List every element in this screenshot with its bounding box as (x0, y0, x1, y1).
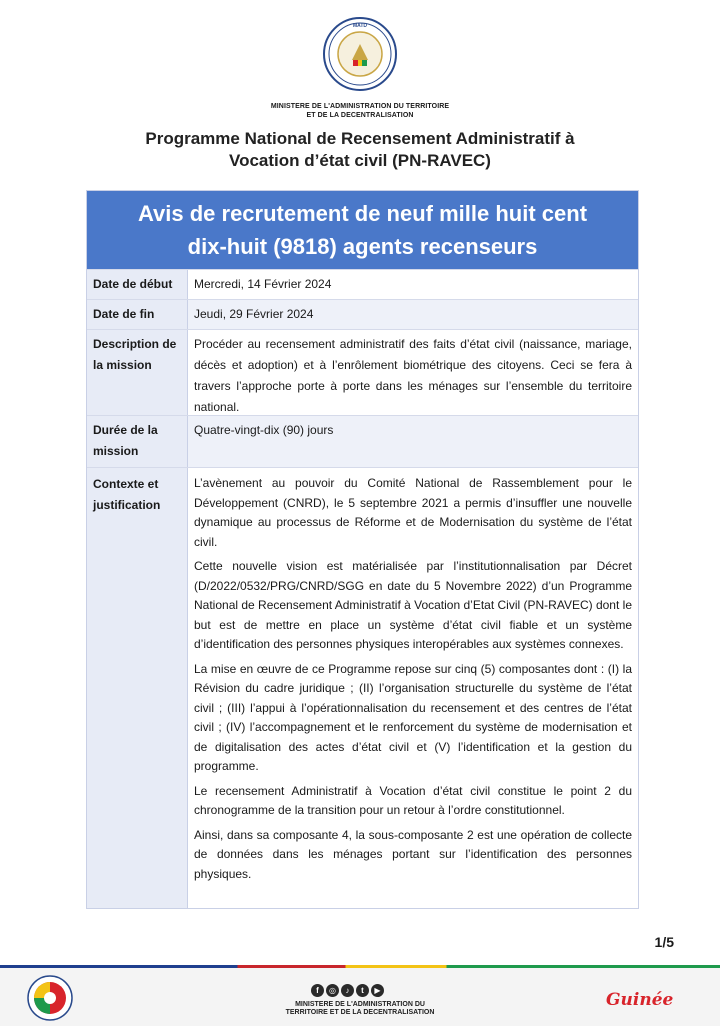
row-mission-duration (87, 415, 638, 467)
program-title (0, 128, 720, 172)
social-icons (311, 984, 384, 997)
recruitment-notice-table (86, 190, 639, 909)
row-label: Durée de la mission (87, 416, 188, 467)
row-value: Mercredi, 14 Février 2024 (194, 277, 332, 291)
row-label: Contexte et justification (87, 468, 188, 908)
twitter-icon[interactable]: t (356, 984, 369, 997)
program-title-line1: Programme National de Recensement Administratif à (145, 129, 575, 148)
row-label: Date de début (87, 270, 188, 299)
ministry-seal-logo (322, 16, 398, 92)
row-end-date (87, 299, 638, 329)
row-context-justification (87, 467, 638, 908)
notice-title-banner (87, 191, 638, 269)
footer-ministry-line2: TERRITOIRE ET DE LA DECENTRALISATION (285, 1009, 435, 1016)
row-value: Jeudi, 29 Février 2024 (188, 300, 638, 329)
tiktok-icon[interactable]: ♪ (341, 984, 354, 997)
guinee-brand-logo: Guinée (606, 990, 674, 1010)
ministry-name-line1: MINISTERE DE L'ADMINISTRATION DU TERRITOIRE (270, 103, 450, 110)
row-value: Quatre-vingt-dix (90) jours (188, 416, 638, 467)
row-label: Description de la mission (87, 330, 188, 415)
context-paragraph: Le recensement Administratif à Vocation d’état civil constitue le point 2 du chronogramme de la transition pour un retour à l’ordre constitutionnel. (194, 783, 632, 817)
row-mission-description (87, 329, 638, 415)
row-start-date (87, 269, 638, 299)
ministry-name (0, 102, 720, 120)
footer-ministry-line1: MINISTERE DE L'ADMINISTRATION DU (295, 1001, 425, 1008)
instagram-icon[interactable]: ◎ (326, 984, 339, 997)
ministry-name-line2: ET DE LA DECENTRALISATION (306, 112, 414, 119)
row-label: Date de fin (87, 300, 188, 329)
context-paragraph: L’avènement au pouvoir du Comité National de Rassemblement pour le Développement (CNRD), le 5 septembre 2021 a permis d’insuffler une nouvelle dynamique au processus de Réforme et de Modernisation du système de l’état civil. (194, 476, 632, 549)
youtube-icon[interactable]: ▶ (371, 984, 384, 997)
row-value: Procéder au recensement administratif des faits d’état civil (naissance, mariage, décès et adoption) et à l’enrôlement biométrique des citoyens. Ceci se fera à travers l’approche porte à porte dans les ménages sur l’ensemble du territoire national. (194, 337, 632, 414)
context-paragraph: Cette nouvelle vision est matérialisée par l’institutionnalisation par Décret (D/2022/0532/PRG/CNRD/SGG en date du 5 Novembre 2022) d’un Programme National de Recensement Administratif à Vocation d’Etat Civil (PN-RAVEC) dont le but est de mettre en place un système d’état civil fiable et un système d’identification des personnes physiques interopérables aux systèmes connexes. (194, 559, 632, 651)
program-title-line2: Vocation d’état civil (PN-RAVEC) (229, 151, 491, 170)
notice-title-line1: Avis de recrutement de neuf mille huit cent (137, 201, 588, 226)
facebook-icon[interactable]: f (311, 984, 324, 997)
page-number: 1/5 (654, 934, 674, 950)
context-paragraph: La mise en œuvre de ce Programme repose sur cinq (5) composantes dont : (I) la Révision du cadre juridique ; (II) l’organisation structurelle du système de l’état civil ; (III) l’appui à l’opérationnalisation du recensement et des centres de l’état civil ; (IV) l’accompagnement et le renforcement du système de modernisation et de digitalisation des actes d’état civil et (V) l’identification et la gestion du programme. (194, 661, 632, 773)
seal-text: MATD (352, 23, 368, 29)
context-text (188, 468, 638, 908)
context-paragraph: Ainsi, dans sa composante 4, la sous-composante 2 est une opération de collecte de données dans les ménages portant sur l’identification des personnes physiques. (194, 827, 632, 881)
notice-title-line2: dix-huit (9818) agents recenseurs (187, 234, 538, 259)
